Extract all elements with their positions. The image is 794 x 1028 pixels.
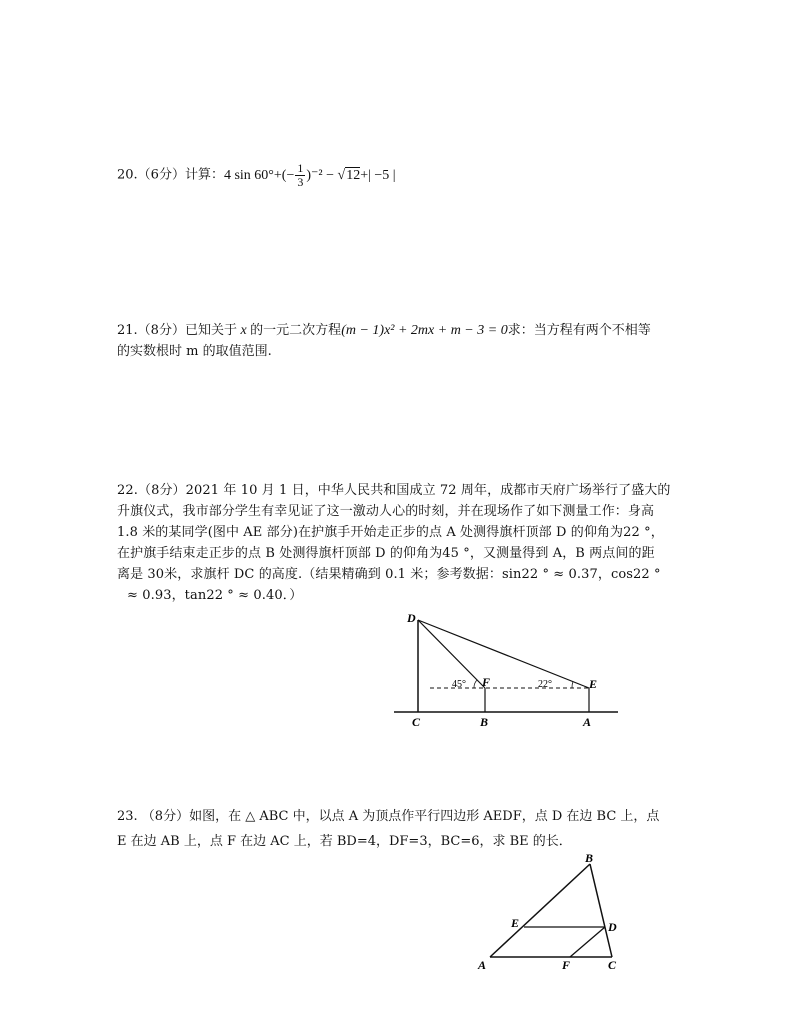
angle-22-arc: [572, 682, 573, 689]
question-22-line-3: 1.8 米的某同学(图中 AE 部分)在护旗手开始走正步的点 A 处测得旗杆顶部 D 的仰角为22 °，: [117, 525, 664, 540]
quadratic-equation: (m − 1)x² + 2mx + m − 3 = 0: [341, 323, 508, 338]
question-21-line-1: 21.（8分）已知关于 x 的一元二次方程(m − 1)x² + 2mx + m − 3 = 0求：当方程有两个不相等: [117, 323, 651, 338]
label-b: B: [480, 715, 489, 729]
question-22-line-6: ≈ 0.93，tan22 ° ≈ 0.40．）: [127, 588, 303, 603]
label-d: D: [608, 920, 617, 934]
question-21: [117, 320, 682, 362]
parallelogram-figure: [472, 852, 632, 977]
angle-45-arc: [474, 680, 477, 688]
side-bc: [590, 864, 612, 957]
label-e: E: [511, 916, 520, 930]
question-20-text: [117, 162, 682, 189]
label-f: F: [482, 675, 491, 689]
question-22-line-4: 在护旗手结束走正步的点 B 处测得旗杆顶部 D 的仰角为45 °，又测量得到 A，B 两点间的距: [117, 546, 655, 561]
label-c: C: [608, 958, 617, 972]
segment-df: [570, 927, 605, 957]
label-f: F: [562, 958, 571, 972]
side-ab: [490, 864, 590, 957]
question-20: [117, 162, 682, 189]
label-c: C: [412, 715, 421, 729]
flagpole-figure: [390, 608, 630, 733]
question-20-prefix: 20.（6分）计算：: [117, 167, 224, 183]
segment-df: [418, 620, 485, 688]
question-22-line-2: 升旗仪式，我市部分学生有幸见证了这一激动人心的时刻，并在现场作了如下测量工作：身高: [117, 504, 655, 519]
label-a: A: [583, 715, 592, 729]
question-22-line-5: 离是 30米，求旗杆 DC 的高度.（结果精确到 0.1 米；参考数据：sin22 ° ≈ 0.37，cos22 °: [117, 567, 661, 582]
label-e: E: [589, 677, 598, 691]
angle-45-label: 45°: [452, 679, 466, 690]
question-23-line-2: E 在边 AB 上，点 F 在边 AC 上，若 BD=4，DF=3，BC=6，求 BE 的长．: [117, 834, 572, 849]
angle-22-label: 22°: [538, 679, 552, 690]
question-22-line-1: 22.（8分）2021 年 10 月 1 日，中华人民共和国成立 72 周年，成都市天府广场举行了盛大的: [117, 483, 671, 498]
label-a: A: [478, 958, 487, 972]
question-20-expression: 4 sin 60°+(− $\frac{1}{3}$ )⁻² − √12+| −5 |: [223, 161, 396, 189]
label-b: B: [585, 852, 594, 865]
segment-de: [418, 620, 589, 688]
label-d: D: [407, 611, 416, 625]
question-23: [117, 806, 687, 852]
question-21-line-2: 的实数根时 m 的取值范围.: [117, 344, 272, 359]
fraction: $\frac{1}{3}$: [297, 161, 304, 189]
question-23-line-1: 23. （8分）如图，在 △ ABC 中，以点 A 为顶点作平行四边形 AEDF，点 D 在边 BC 上，点: [117, 809, 660, 824]
question-22: [117, 480, 682, 606]
